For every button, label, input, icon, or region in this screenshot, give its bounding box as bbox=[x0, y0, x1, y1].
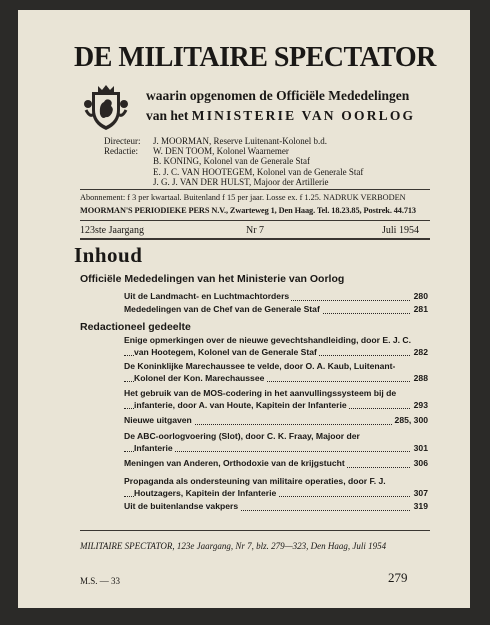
contents-entry-text: Houtzagers, Kapitein der Infanterie bbox=[134, 487, 277, 498]
contents-entry-text: Meningen van Anderen, Orthodoxie van de krijgstucht bbox=[124, 458, 345, 468]
staff-name: E. J. C. VAN HOOTEGEM, Kolonel van de Generale Staf bbox=[153, 166, 364, 177]
masthead-subtitle: waarin opgenomen de Officiële Mededelingen bbox=[146, 88, 410, 103]
contents-entry-text: De Koninklijke Marechaussee te velde, door O. A. Kaub, Luitenant- bbox=[124, 361, 396, 371]
contents-entry bbox=[124, 388, 428, 411]
contents-section-title: Officiële Mededelingen van het Ministerie van Oorlog bbox=[80, 273, 345, 285]
contents-entry bbox=[124, 431, 428, 454]
signature-mark: M.S. — 33 bbox=[80, 576, 121, 586]
contents-section-title: Redactioneel gedeelte bbox=[80, 321, 191, 333]
contents-entry-text: Het gebruik van de MOS-codering in het aanvullingssysteem bij de bbox=[124, 388, 397, 398]
staff-name: J. MOORMAN, Reserve Luitenant-Kolonel b.d. bbox=[153, 136, 327, 146]
contents-entry bbox=[124, 415, 428, 427]
contents-heading: Inhoud bbox=[74, 243, 143, 267]
contents-entry-page: 301 bbox=[411, 443, 428, 455]
contents-entry bbox=[124, 291, 428, 303]
contents-entry-text: Mededelingen van de Chef van de Generale Staf bbox=[124, 304, 320, 314]
masthead-subtitle-ministry: van het MINISTERIE VAN OORLOG bbox=[146, 108, 416, 123]
subscription-info: Abonnement: f 3 per kwartaal. Buitenland f 15 per jaar. Losse ex. f 1.25. NADRUK VERBODEN bbox=[80, 193, 406, 202]
publisher-info: MOORMAN'S PERIODIEKE PERS N.V., Zwarteweg 1, Den Haag. Tel. 18.23.85, Postrek. 44.713 bbox=[80, 206, 416, 215]
contents-entry-page: 306 bbox=[411, 458, 428, 470]
contents-entry-page: 280 bbox=[411, 291, 428, 303]
contents-entry-page: 288 bbox=[411, 373, 428, 385]
divider bbox=[80, 189, 430, 190]
contents-entry-text: Kolonel der Kon. Marechaussee bbox=[134, 372, 265, 383]
contents-entry-text: Uit de buitenlandse vakpers bbox=[124, 501, 239, 511]
contents-entry bbox=[124, 361, 428, 384]
contents-entry-text: Uit de Landmacht- en Luchtmachtorders bbox=[124, 291, 290, 301]
contents-entry-text: De ABC-oorlogvoering (Slot), door C. K. Fraay, Majoor der bbox=[124, 431, 360, 441]
contents-entry bbox=[124, 501, 428, 513]
coat-of-arms-icon bbox=[84, 84, 128, 132]
contents-entry-page: 282 bbox=[411, 347, 428, 359]
divider bbox=[80, 530, 430, 531]
document-page bbox=[18, 10, 470, 608]
masthead-title: DE MILITAIRE SPECTATOR bbox=[74, 42, 436, 73]
contents-entry-page: 293 bbox=[411, 400, 428, 412]
staff-role: Redactie: bbox=[104, 146, 138, 157]
contents-entry-page: 285, 300 bbox=[392, 415, 428, 427]
contents-entry-text: van Hootegem, Kolonel van de Generale Staf bbox=[134, 346, 317, 357]
contents-entry-page: 281 bbox=[411, 304, 428, 316]
contents-entry bbox=[124, 476, 428, 499]
staff-name: W. DEN TOOM, Kolonel Waarnemer bbox=[153, 146, 289, 157]
contents-entry-text: Infanterie bbox=[134, 442, 173, 453]
contents-entry-page: 319 bbox=[411, 501, 428, 513]
contents-entry bbox=[124, 458, 428, 470]
page-number: 279 bbox=[388, 570, 408, 585]
staff-name: B. KONING, Kolonel van de Generale Staf bbox=[153, 156, 310, 167]
staff-name: J. G. J. VAN DER HULST, Majoor der Artillerie bbox=[153, 176, 329, 187]
contents-entry-text: Nieuwe uitgaven bbox=[124, 415, 192, 425]
contents-entry-text: infanterie, door A. van Houte, Kapitein der Infanterie bbox=[134, 399, 347, 410]
contents-entry-text: Propaganda als ondersteuning van militaire operaties, door F. J. bbox=[124, 476, 386, 486]
staff-role: Directeur: bbox=[104, 136, 141, 146]
contents-entry-text: Enige opmerkingen over de nieuwe gevechtshandleiding, door E. J. C. bbox=[124, 335, 411, 345]
divider bbox=[80, 220, 430, 221]
contents-entry bbox=[124, 304, 428, 316]
issue-number: Nr 7 bbox=[246, 225, 265, 236]
contents-entry bbox=[124, 335, 428, 358]
issue-date: Juli 1954 bbox=[382, 225, 419, 236]
contents-entry-page: 307 bbox=[411, 488, 428, 500]
divider bbox=[80, 238, 430, 240]
citation-footer: MILITAIRE SPECTATOR, 123e Jaargang, Nr 7, blz. 279—323, Den Haag, Juli 1954 bbox=[80, 541, 387, 551]
issue-volume: 123ste Jaargang bbox=[80, 225, 144, 236]
